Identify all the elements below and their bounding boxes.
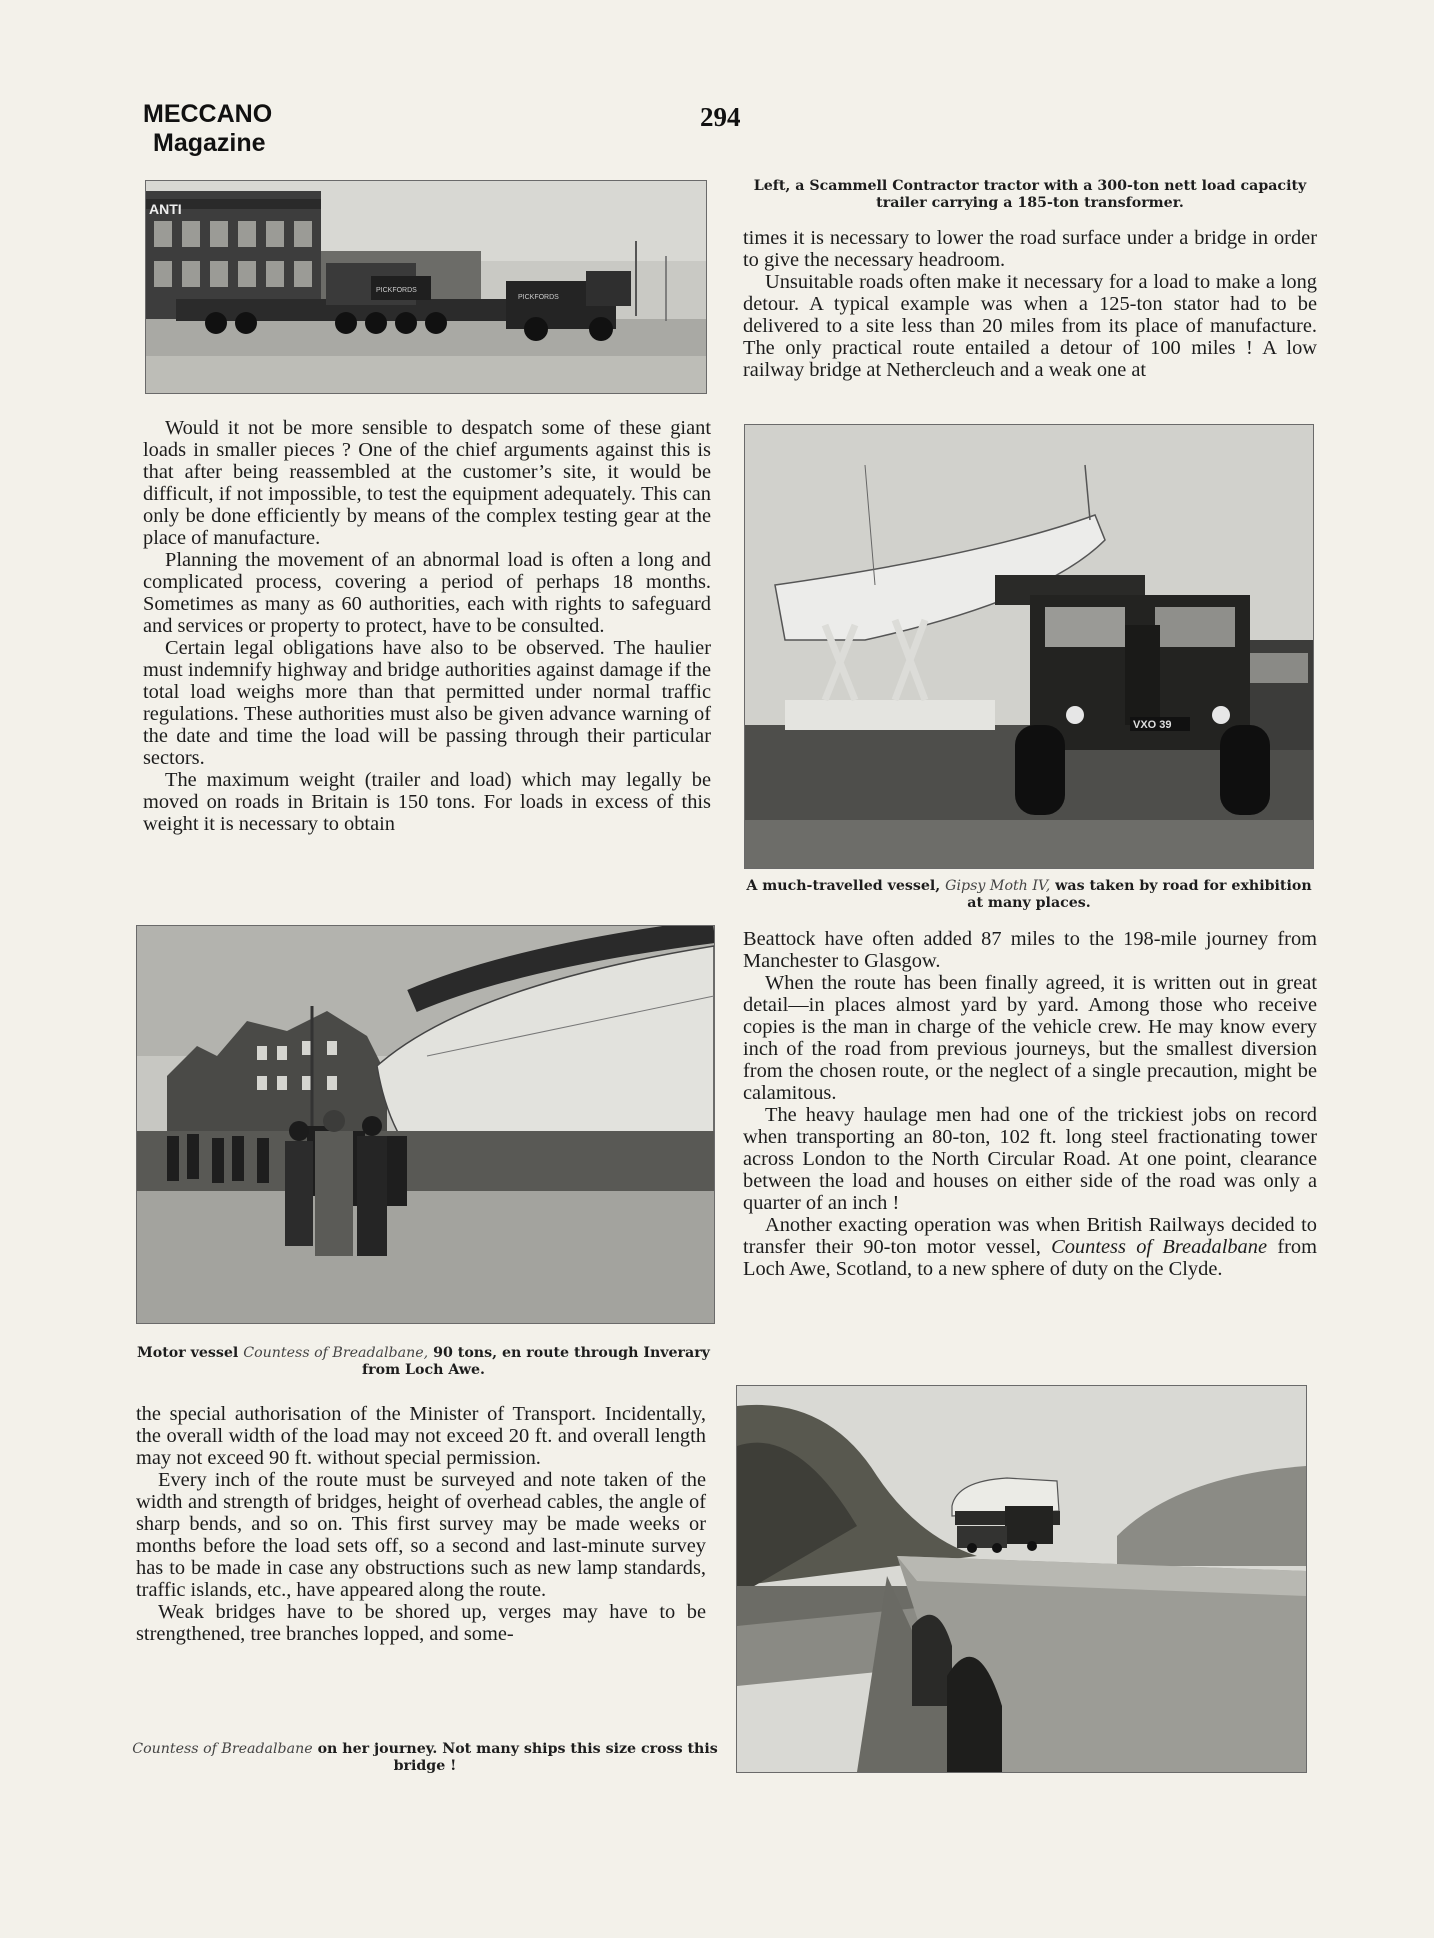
left-column-bottom (136, 1403, 706, 1645)
caption-vessel: Motor vessel Countess of Breadalbane, 90 tons, en route through Inverary from Loch Awe. (137, 1345, 710, 1378)
paragraph: Certain legal obligations have also to be observed. The haulier must indemnify highway and bridge authorities against damage if the total load weighs more than that permitted under normal traffic regulations. These authorities must also be given advance warning of the date and time the load will be passing through their particular sectors. (143, 637, 711, 769)
paragraph: Planning the movement of an abnormal load is often a long and complicated process, covering a period of perhaps 18 months. Sometimes as many as 60 authorities, each with rights to safeguard and services or property to protect, have to be consulted. (143, 549, 711, 637)
left-column-top (143, 417, 711, 835)
vessel-name: Gipsy Moth IV, (945, 878, 1051, 894)
page-number: 294 (700, 102, 741, 132)
paragraph: The heavy haulage men had one of the trickiest jobs on record when transporting an 80-ton, 102 ft. long steel fractionating tower across London to the North Circular Road. At one point, clearance between the load and houses on either side of the road was only a quarter of an inch ! (743, 1104, 1317, 1214)
paragraph: times it is necessary to lower the road surface under a bridge in order to give the necessary headroom. (743, 227, 1317, 271)
vessel-name: Countess of Breadalbane, (243, 1345, 429, 1361)
paragraph: Weak bridges have to be shored up, verges may have to be strengthened, tree branches lopped, and some- (136, 1601, 706, 1645)
paragraph: Another exacting operation was when British Railways decided to transfer their 90-ton motor vessel, Countess of Breadalbane from Loch Awe, Scotland, to a new sphere of duty on the Clyde. (743, 1214, 1317, 1280)
paragraph: Every inch of the route must be surveyed and note taken of the width and strength of bridges, height of overhead cables, the angle of sharp bends, and so on. This first survey may be made weeks or months before the load sets off, so a second and last-minute survey has to be made in case any obstructions such as new lamp standards, traffic islands, etc., have appeared along the route. (136, 1469, 706, 1601)
paragraph: Would it not be more sensible to despatch some of these giant loads in smaller pieces ? One of the chief arguments against this is that after being reassembled at the customer’s site, it would be difficult, if not impossible, to test the equipment adequately. This can only be done efficiently by means of the complex testing gear at the place of manufacture. (143, 417, 711, 549)
paragraph: When the route has been finally agreed, it is written out in great detail—in places almost yard by yard. Among those who receive copies is the man in charge of the vehicle crew. He may know every inch of the road from previous journeys, but the smallest diversion from the chosen route, or the neglect of a single precaution, might be calamitous. (743, 972, 1317, 1104)
photo-tractor-transformer (145, 180, 707, 394)
photo-yacht-lorry (744, 424, 1314, 869)
caption-tractor: Left, a Scammell Contractor tractor with a 300-ton nett load capacity trailer carrying a 185-ton transformer. (753, 178, 1307, 211)
svg-text:PICKFORDS: PICKFORDS (376, 287, 417, 294)
paragraph: Beattock have often added 87 miles to the 198-mile journey from Manchester to Glasgow. (743, 928, 1317, 972)
licence-plate: VXO 39 (1133, 719, 1172, 731)
caption-bridge: Countess of Breadalbane on her journey. Not many ships this size cross this bridge ! (132, 1741, 718, 1774)
paragraph: the special authorisation of the Minister of Transport. Incidentally, the overall width of the load may not exceed 20 ft. and overall length may not exceed 90 ft. without special permission. (136, 1403, 706, 1469)
svg-text:PICKFORDS: PICKFORDS (518, 294, 559, 301)
masthead-line-1: MECCANO (143, 100, 273, 128)
masthead (143, 100, 272, 158)
right-column-middle (743, 928, 1317, 1280)
right-column-top (743, 227, 1317, 381)
vessel-name: Countess of Breadalbane (132, 1741, 313, 1757)
factory-sign: ANTI (149, 201, 182, 217)
masthead-line-2: Magazine (153, 129, 266, 157)
paragraph: The maximum weight (trailer and load) which may legally be moved on roads in Britain is 150 tons. For loads in excess of this weight it is necessary to obtain (143, 769, 711, 835)
paragraph: Unsuitable roads often make it necessary for a load to make a long detour. A typical example was when a 125-ton stator had to be delivered to a site less than 20 miles from its place of manufacture. The only practical route entailed a detour of 100 miles ! A low railway bridge at Nethercleuch and a weak one at (743, 271, 1317, 381)
photo-vessel-inverary (136, 925, 715, 1324)
photo-bridge (736, 1385, 1307, 1773)
caption-yacht: A much-travelled vessel, Gipsy Moth IV, was taken by road for exhibition at many places. (746, 878, 1312, 911)
